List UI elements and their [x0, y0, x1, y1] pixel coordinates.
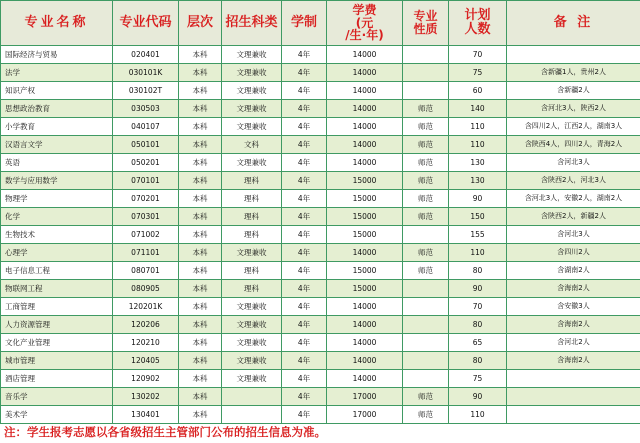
cell-plan: 60: [449, 82, 507, 100]
table-row: [1, 298, 640, 316]
cell-duration: 4年: [282, 352, 327, 370]
cell-major-name: 生物技术: [1, 226, 113, 244]
cell-code: 030503: [113, 100, 179, 118]
cell-notes: 含四川2人: [507, 244, 640, 262]
cell-level: 本科: [179, 136, 222, 154]
cell-duration: 4年: [282, 370, 327, 388]
cell-major-name: 音乐学: [1, 388, 113, 406]
cell-code: 130401: [113, 406, 179, 424]
cell-level: 本科: [179, 46, 222, 64]
cell-major-name: 电子信息工程: [1, 262, 113, 280]
cell-plan: 110: [449, 244, 507, 262]
cell-major-name: 化学: [1, 208, 113, 226]
cell-notes: 含河北3人: [507, 226, 640, 244]
cell-tuition: 14000: [327, 118, 403, 136]
cell-major-name: 汉语言文学: [1, 136, 113, 154]
cell-notes: [507, 370, 640, 388]
cell-plan: 155: [449, 226, 507, 244]
cell-tuition: 14000: [327, 154, 403, 172]
cell-tuition: 14000: [327, 244, 403, 262]
table-row: [1, 82, 640, 100]
table-row: [1, 352, 640, 370]
cell-duration: 4年: [282, 172, 327, 190]
cell-major-name: 小学教育: [1, 118, 113, 136]
cell-nature: [403, 334, 449, 352]
cell-category: 理科: [222, 190, 282, 208]
cell-notes: 含海南2人: [507, 280, 640, 298]
cell-plan: 80: [449, 316, 507, 334]
cell-major-name: 知识产权: [1, 82, 113, 100]
cell-tuition: 14000: [327, 352, 403, 370]
cell-duration: 4年: [282, 208, 327, 226]
cell-code: 070101: [113, 172, 179, 190]
cell-code: 050201: [113, 154, 179, 172]
cell-code: 120201K: [113, 298, 179, 316]
cell-tuition: 14000: [327, 46, 403, 64]
cell-category: 文理兼收: [222, 46, 282, 64]
table-row: [1, 46, 640, 64]
cell-plan: 140: [449, 100, 507, 118]
cell-tuition: 14000: [327, 298, 403, 316]
table-row: [1, 244, 640, 262]
cell-code: 120902: [113, 370, 179, 388]
cell-category: 文理兼收: [222, 244, 282, 262]
cell-major-name: 工商管理: [1, 298, 113, 316]
cell-duration: 4年: [282, 64, 327, 82]
cell-tuition: 14000: [327, 316, 403, 334]
cell-plan: 75: [449, 370, 507, 388]
cell-notes: 含安徽3人: [507, 298, 640, 316]
table-row: [1, 370, 640, 388]
cell-code: 071101: [113, 244, 179, 262]
cell-level: 本科: [179, 352, 222, 370]
cell-tuition: 14000: [327, 82, 403, 100]
cell-nature: 师范: [403, 136, 449, 154]
cell-level: 本科: [179, 154, 222, 172]
header-nature-line2: 性质: [413, 22, 438, 36]
cell-major-name: 物联网工程: [1, 280, 113, 298]
header-nature: [403, 1, 449, 46]
cell-level: 本科: [179, 334, 222, 352]
cell-category: 文理兼收: [222, 64, 282, 82]
cell-category: [222, 388, 282, 406]
cell-duration: 4年: [282, 226, 327, 244]
cell-plan: 150: [449, 208, 507, 226]
header-tuition-line3: /生·年): [345, 28, 384, 43]
cell-code: 120206: [113, 316, 179, 334]
cell-level: 本科: [179, 388, 222, 406]
cell-nature: 师范: [403, 388, 449, 406]
header-plan-count: [449, 1, 507, 46]
cell-notes: [507, 388, 640, 406]
cell-tuition: 14000: [327, 100, 403, 118]
cell-duration: 4年: [282, 100, 327, 118]
cell-plan: 90: [449, 280, 507, 298]
header-plan-line2: 人数: [464, 22, 491, 37]
cell-level: 本科: [179, 64, 222, 82]
cell-level: 本科: [179, 190, 222, 208]
cell-tuition: 14000: [327, 136, 403, 154]
header-tuition-line1: 学费: [352, 3, 377, 18]
cell-nature: [403, 370, 449, 388]
cell-notes: [507, 406, 640, 424]
header-level: 层次: [179, 1, 222, 46]
cell-tuition: 14000: [327, 370, 403, 388]
cell-plan: 70: [449, 298, 507, 316]
cell-major-name: 人力资源管理: [1, 316, 113, 334]
cell-nature: [403, 64, 449, 82]
cell-category: 理科: [222, 280, 282, 298]
table-row: [1, 262, 640, 280]
cell-duration: 4年: [282, 388, 327, 406]
cell-notes: 含海南2人: [507, 316, 640, 334]
table-row: [1, 100, 640, 118]
cell-duration: 4年: [282, 154, 327, 172]
cell-nature: 师范: [403, 100, 449, 118]
cell-plan: 130: [449, 154, 507, 172]
cell-category: 文理兼收: [222, 82, 282, 100]
cell-notes: 含四川2人，江西2人，湖南3人: [507, 118, 640, 136]
cell-duration: 4年: [282, 244, 327, 262]
table-row: [1, 208, 640, 226]
cell-nature: [403, 82, 449, 100]
cell-duration: 4年: [282, 406, 327, 424]
cell-code: 130202: [113, 388, 179, 406]
cell-notes: [507, 46, 640, 64]
cell-tuition: 15000: [327, 280, 403, 298]
header-nature-line1: 专业: [413, 9, 438, 24]
cell-duration: 4年: [282, 46, 327, 64]
table-header-row: [1, 1, 640, 46]
cell-level: 本科: [179, 208, 222, 226]
table-row: [1, 316, 640, 334]
cell-plan: 80: [449, 262, 507, 280]
cell-tuition: 17000: [327, 388, 403, 406]
cell-major-name: 国际经济与贸易: [1, 46, 113, 64]
cell-category: 文理兼收: [222, 298, 282, 316]
cell-nature: [403, 280, 449, 298]
cell-major-name: 思想政治教育: [1, 100, 113, 118]
cell-category: 文理兼收: [222, 352, 282, 370]
cell-notes: 含海南2人: [507, 352, 640, 370]
cell-code: 120210: [113, 334, 179, 352]
cell-nature: 师范: [403, 154, 449, 172]
table-row: [1, 388, 640, 406]
table-row: [1, 172, 640, 190]
cell-plan: 80: [449, 352, 507, 370]
cell-code: 120405: [113, 352, 179, 370]
cell-notes: 含河北3人，陕西2人: [507, 100, 640, 118]
cell-duration: 4年: [282, 334, 327, 352]
table-row: [1, 136, 640, 154]
cell-level: 本科: [179, 118, 222, 136]
cell-nature: 师范: [403, 172, 449, 190]
cell-level: 本科: [179, 280, 222, 298]
cell-nature: [403, 298, 449, 316]
header-plan-line1: 计划: [464, 8, 491, 24]
cell-code: 030101K: [113, 64, 179, 82]
cell-major-name: 美术学: [1, 406, 113, 424]
cell-level: 本科: [179, 226, 222, 244]
cell-code: 070201: [113, 190, 179, 208]
cell-duration: 4年: [282, 298, 327, 316]
cell-category: 理科: [222, 172, 282, 190]
cell-tuition: 15000: [327, 262, 403, 280]
cell-level: 本科: [179, 262, 222, 280]
cell-level: 本科: [179, 370, 222, 388]
cell-nature: 师范: [403, 190, 449, 208]
cell-notes: 含湖南2人: [507, 262, 640, 280]
cell-level: 本科: [179, 244, 222, 262]
cell-major-name: 心理学: [1, 244, 113, 262]
cell-plan: 65: [449, 334, 507, 352]
cell-plan: 110: [449, 406, 507, 424]
cell-nature: [403, 226, 449, 244]
cell-category: 理科: [222, 226, 282, 244]
cell-category: [222, 406, 282, 424]
table-row: [1, 406, 640, 424]
cell-category: 理科: [222, 208, 282, 226]
cell-plan: 110: [449, 118, 507, 136]
cell-duration: 4年: [282, 262, 327, 280]
cell-major-name: 法学: [1, 64, 113, 82]
header-tuition: [327, 1, 403, 46]
cell-tuition: 17000: [327, 406, 403, 424]
cell-nature: 师范: [403, 406, 449, 424]
cell-level: 本科: [179, 406, 222, 424]
cell-code: 080701: [113, 262, 179, 280]
cell-major-name: 文化产业管理: [1, 334, 113, 352]
cell-major-name: 英语: [1, 154, 113, 172]
table-row: [1, 118, 640, 136]
cell-tuition: 14000: [327, 334, 403, 352]
cell-duration: 4年: [282, 82, 327, 100]
cell-notes: 含河北2人: [507, 334, 640, 352]
cell-notes: 含陕西2人，新疆2人: [507, 208, 640, 226]
cell-code: 030102T: [113, 82, 179, 100]
cell-major-name: 城市管理: [1, 352, 113, 370]
cell-code: 050101: [113, 136, 179, 154]
cell-level: 本科: [179, 316, 222, 334]
cell-tuition: 15000: [327, 190, 403, 208]
cell-plan: 130: [449, 172, 507, 190]
cell-category: 文理兼收: [222, 154, 282, 172]
table-row: [1, 226, 640, 244]
cell-level: 本科: [179, 82, 222, 100]
cell-level: 本科: [179, 100, 222, 118]
cell-nature: [403, 46, 449, 64]
cell-category: 文理兼收: [222, 118, 282, 136]
cell-tuition: 15000: [327, 172, 403, 190]
header-notes: 备 注: [507, 1, 640, 46]
cell-plan: 90: [449, 388, 507, 406]
cell-plan: 75: [449, 64, 507, 82]
cell-notes: 含河北3人，安徽2人，湖南2人: [507, 190, 640, 208]
cell-category: 文理兼收: [222, 316, 282, 334]
cell-code: 020401: [113, 46, 179, 64]
cell-category: 文理兼收: [222, 334, 282, 352]
footnote: 注：学生报考志愿以各省级招生主管部门公布的招生信息为准。: [4, 425, 326, 439]
table-row: [1, 190, 640, 208]
cell-duration: 4年: [282, 190, 327, 208]
cell-duration: 4年: [282, 118, 327, 136]
cell-code: 070301: [113, 208, 179, 226]
cell-notes: 含陕西2人，河北3人: [507, 172, 640, 190]
cell-major-name: 物理学: [1, 190, 113, 208]
cell-nature: 师范: [403, 118, 449, 136]
cell-tuition: 15000: [327, 226, 403, 244]
cell-notes: 含陕西4人，四川2人，青海2人: [507, 136, 640, 154]
cell-notes: 含新疆1人，贵州2人: [507, 64, 640, 82]
cell-duration: 4年: [282, 316, 327, 334]
cell-plan: 70: [449, 46, 507, 64]
cell-category: 理科: [222, 262, 282, 280]
cell-category: 文科: [222, 136, 282, 154]
cell-tuition: 15000: [327, 208, 403, 226]
cell-nature: 师范: [403, 262, 449, 280]
table-row: [1, 64, 640, 82]
cell-code: 040107: [113, 118, 179, 136]
cell-major-name: 酒店管理: [1, 370, 113, 388]
cell-major-name: 数学与应用数学: [1, 172, 113, 190]
cell-notes: 含河北3人: [507, 154, 640, 172]
cell-tuition: 14000: [327, 64, 403, 82]
cell-category: 文理兼收: [222, 100, 282, 118]
cell-level: 本科: [179, 298, 222, 316]
cell-plan: 90: [449, 190, 507, 208]
cell-nature: 师范: [403, 208, 449, 226]
cell-nature: [403, 316, 449, 334]
cell-nature: 师范: [403, 244, 449, 262]
header-major-code: 专业代码: [113, 1, 179, 46]
header-duration: 学制: [282, 1, 327, 46]
cell-level: 本科: [179, 172, 222, 190]
cell-nature: [403, 352, 449, 370]
header-category: 招生科类: [222, 1, 282, 46]
table-row: [1, 334, 640, 352]
table-row: [1, 280, 640, 298]
cell-code: 080905: [113, 280, 179, 298]
cell-category: 文理兼收: [222, 370, 282, 388]
cell-notes: 含新疆2人: [507, 82, 640, 100]
table-row: [1, 154, 640, 172]
header-tuition-line2: (元: [355, 15, 374, 30]
cell-duration: 4年: [282, 136, 327, 154]
cell-plan: 110: [449, 136, 507, 154]
cell-duration: 4年: [282, 280, 327, 298]
cell-code: 071002: [113, 226, 179, 244]
header-major-name: 专业名称: [1, 1, 113, 46]
